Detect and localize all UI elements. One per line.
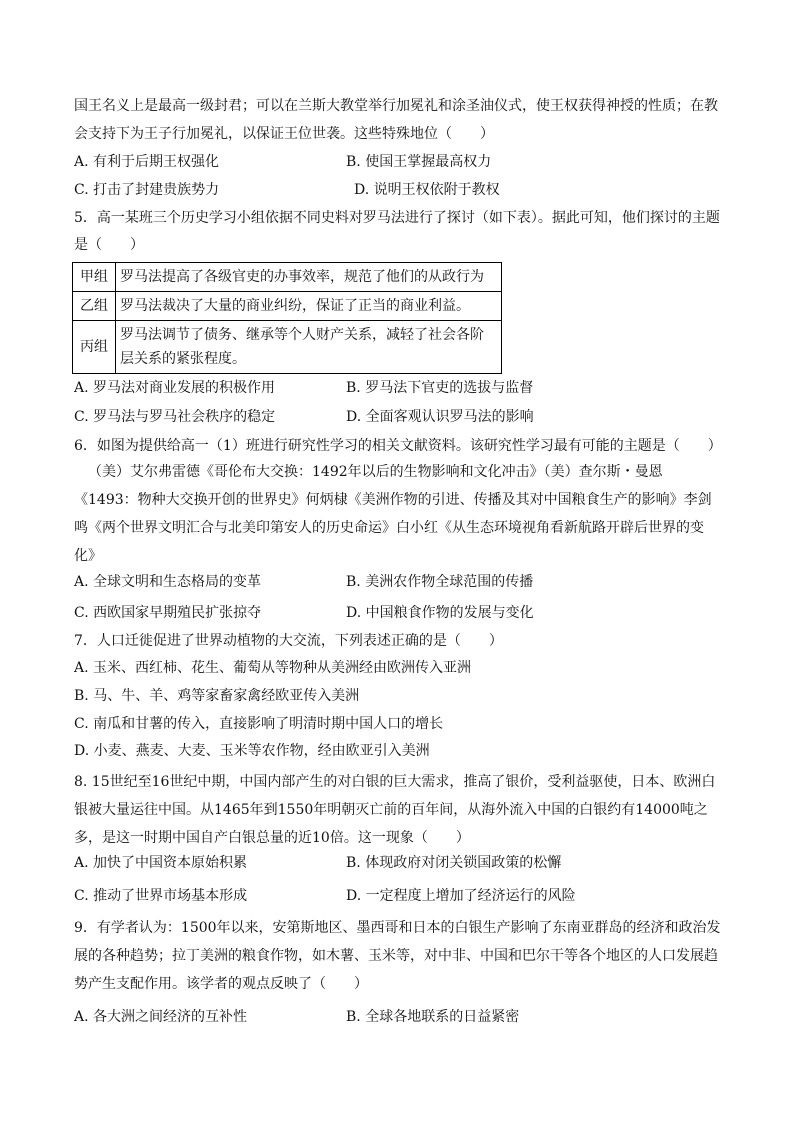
q4-stem-line-1: 国王名义上是最高一级封君；可以在兰斯大教堂举行加冕礼和涂圣油仪式，使王权获得神授的性质；在教 [74,98,718,114]
q4-option-a: A. 有利于后期王权强化 [74,154,220,170]
q6-stem: 6．如图为提供给高一（1）班进行研究性学习的相关文献资料。该研究性学习最有可能的主题是（ ） [74,438,722,454]
q8-option-b: B. 体现政府对闭关锁国政策的松懈 [346,855,562,871]
q8-option-d: D. 一定程度上增加了经济运行的风险 [346,888,576,904]
q8-stem: 8. 15世纪至16世纪中期，中国内部产生的对白银的巨大需求，推高了银价，受利益驱使，日本、欧洲白银被大量运往中国。从1465年到1550年明朝灭亡前的百年间，从海外流入中国的白银约有14000吨之多，是这一时期中国自产白银总量的近10倍。这一现象（ ） [74,774,716,846]
q6-option-b: B. 美洲农作物全球范围的传播 [346,574,534,590]
group-label: 甲组 [73,263,116,292]
q7-option-d: D. 小麦、燕麦、大麦、玉米等农作物，经由欧亚引入美洲 [74,743,430,759]
q5-stem-line-1: 5．高一某班三个历史学习小组依据不同史料对罗马法进行了探讨（如下表）。据此可知，他们探讨的主题 [74,210,720,226]
q6-option-c: C. 西欧国家早期殖民扩张掠夺 [74,605,262,621]
q7-stem: 7．人口迁徙促进了世界动植物的大交流，下列表述正确的是（ ） [74,633,503,649]
q4-option-d: D. 说明王权依附于教权 [354,182,500,198]
group-label: 丙组 [73,321,116,374]
q6-option-d: D. 中国粮食作物的发展与变化 [346,605,534,621]
q4-option-b: B. 使国王掌握最高权力 [346,154,492,170]
table-row [73,321,502,374]
q5-option-c: C. 罗马法与罗马社会秩序的稳定 [74,409,276,425]
q9-stem: 9．有学者认为：1500年以来，安第斯地区、墨西哥和日本的白银生产影响了东南亚群岛的经济和政治发展的各种趋势；拉丁美洲的粮食作物，如木薯、玉米等，对中非、中国和巴尔干等各个地区的人口发展趋势产生支配作用。该学者的观点反映了（ ） [74,920,721,992]
q9-option-a: A. 各大洲之间经济的互补性 [74,1009,248,1025]
table-row [73,263,502,292]
q8-option-a: A. 加快了中国资本原始积累 [74,855,248,871]
group-text: 罗马法提高了各级官吏的办事效率，规范了他们的从政行为 [116,263,502,292]
q8-option-c: C. 推动了世界市场基本形成 [74,888,248,904]
q9-option-b: B. 全球各地联系的日益紧密 [346,1009,520,1025]
group-text: 罗马法裁决了大量的商业纠纷，保证了正当的商业利益。 [116,292,502,321]
q7-option-b: B. 马、牛、羊、鸡等家畜家禽经欧亚传入美洲 [74,688,360,704]
q7-option-a: A. 玉米、西红柿、花生、葡萄从等物种从美洲经由欧洲传入亚洲 [74,660,472,676]
q5-option-b: B. 罗马法下官吏的选拔与监督 [346,380,534,396]
q7-option-c: C. 南瓜和甘薯的传入，直接影响了明清时期中国人口的增长 [74,716,444,732]
q6-option-a: A. 全球文明和生态格局的变革 [74,574,262,590]
q4-stem-line-2: 会支持下为王子行加冕礼，以保证王位世袭。这些特殊地位（ ） [74,126,494,142]
q5-groups-table [72,262,502,374]
group-label: 乙组 [73,292,116,321]
q5-option-d: D. 全面客观认识罗马法的影响 [346,409,534,425]
q5-option-a: A. 罗马法对商业发展的积极作用 [74,380,276,396]
table-row [73,292,502,321]
q4-option-c: C. 打击了封建贵族势力 [74,182,220,198]
group-text: 罗马法调节了债务、继承等个人财产关系，减轻了社会各阶层关系的紧张程度。 [116,321,502,374]
q5-stem-line-2: 是（ ） [74,237,144,253]
q6-references: （美）艾尔弗雷德《哥伦布大交换：1492年以后的生物影响和文化冲击》（美）查尔斯・曼恩《1493：物种大交换开创的世界史》何炳棣《美洲作物的引进、传播及其对中国粮食生产的影响》李剑鸣《两个世界文明汇合与北美印第安人的历史命运》白小红《从生态环境视角看新航路开辟后世界的变化》 [74,464,712,564]
